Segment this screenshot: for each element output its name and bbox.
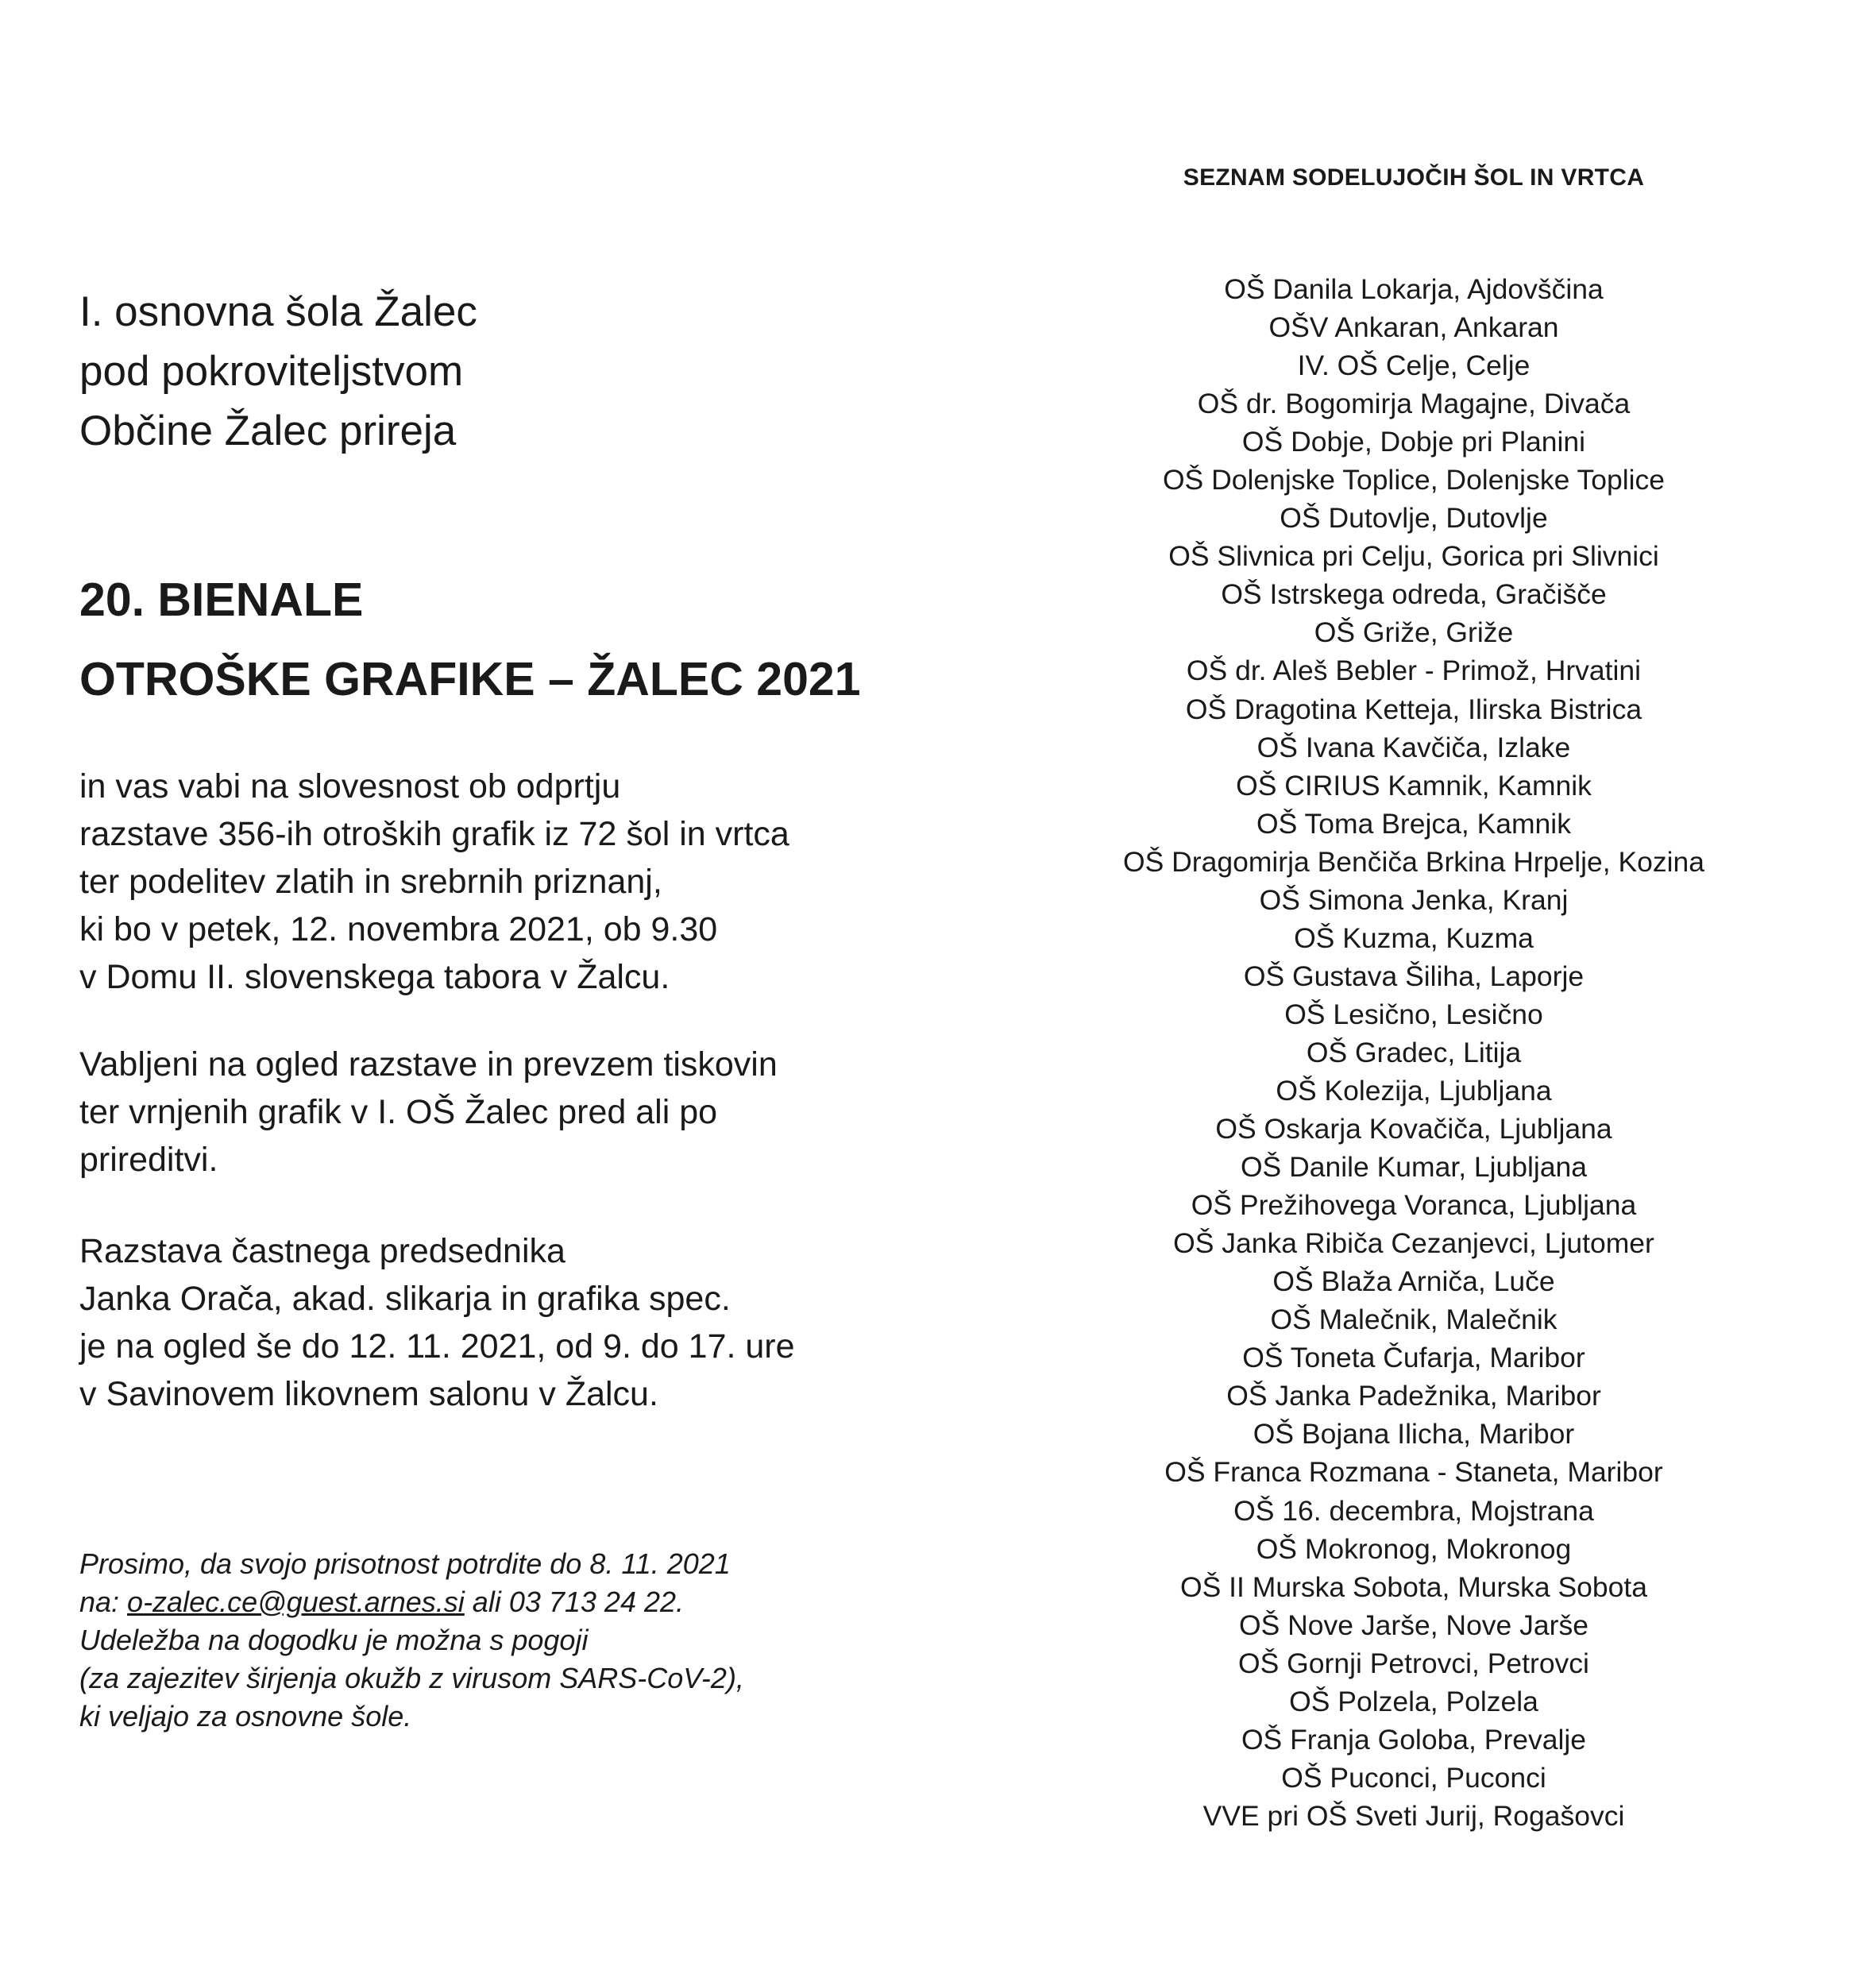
paragraph-line: prireditvi. — [79, 1141, 218, 1179]
note-line: Prosimo, da svojo prisotnost potrdite do 8. 11. 2021 — [79, 1547, 731, 1580]
list-item: OŠ Simona Jenka, Kranj — [1259, 883, 1569, 916]
intro-line: I. osnovna šola Žalec — [79, 288, 477, 335]
list-item: VVE pri OŠ Sveti Jurij, Rogašovci — [1202, 1799, 1625, 1832]
paragraph-line: je na ogled še do 12. 11. 2021, od 9. do 17. ure — [79, 1327, 795, 1365]
list-item: OŠ Ivana Kavčiča, Izlake — [1256, 731, 1571, 763]
note-prefix: na: — [79, 1586, 128, 1618]
list-item: OŠ Oskarja Kovačiča, Ljubljana — [1215, 1113, 1612, 1145]
invitation-paragraph — [79, 763, 789, 1001]
paragraph-line: ter podelitev zlatih in srebrnih priznanj, — [79, 863, 662, 901]
note-suffix: ali 03 713 24 22. — [464, 1586, 685, 1618]
list-item: OŠ Kuzma, Kuzma — [1294, 921, 1534, 954]
list-item: OŠ Danila Lokarja, Ajdovščina — [1224, 273, 1604, 305]
note-line-contact — [79, 1583, 744, 1621]
title-line: 20. BIENALE — [79, 574, 364, 626]
intro-line: pod pokroviteljstvom — [79, 348, 464, 395]
note-line: (za zajezitev širjenja okužb z virusom SARS-CoV-2), — [79, 1662, 744, 1694]
list-item: OŠ CIRIUS Kamnik, Kamnik — [1236, 769, 1592, 802]
paragraph-line: v Savinovem likovnem salonu v Žalcu. — [79, 1375, 658, 1413]
rsvp-note — [79, 1545, 744, 1736]
paragraph-line: ki bo v petek, 12. novembra 2021, ob 9.30 — [79, 910, 718, 948]
paragraph-line: Razstava častnega predsednika — [79, 1232, 566, 1270]
list-item: OŠ Danile Kumar, Ljubljana — [1240, 1151, 1588, 1184]
list-item: OŠ Dobje, Dobje pri Planini — [1241, 426, 1586, 458]
list-item: OŠ Kolezija, Ljubljana — [1276, 1074, 1552, 1107]
list-item: OŠ Istrskega odreda, Gračišče — [1221, 578, 1607, 611]
list-item: OŠ 16. decembra, Mojstrana — [1233, 1494, 1594, 1527]
organizer-intro — [79, 282, 477, 461]
intro-line: Občine Žalec prireja — [79, 408, 457, 454]
list-item: OŠ Malečnik, Malečnik — [1270, 1304, 1558, 1336]
paragraph-line: v Domu II. slovenskega tabora v Žalcu. — [79, 958, 670, 996]
exhibition-paragraph — [79, 1227, 795, 1418]
list-item: OŠ dr. Bogomirja Magajne, Divača — [1197, 388, 1631, 420]
list-item: OŠ Dragotina Ketteja, Ilirska Bistrica — [1185, 693, 1642, 725]
paragraph-line: Janka Orača, akad. slikarja in grafika spec. — [79, 1280, 731, 1318]
list-item: OŠ Mokronog, Mokronog — [1256, 1532, 1572, 1565]
list-item: OŠ Prežihovega Voranca, Ljubljana — [1191, 1189, 1637, 1222]
paragraph-line: Vabljeni na ogled razstave in prevzem tiskovin — [79, 1045, 778, 1084]
list-item: OŠ Gornji Petrovci, Petrovci — [1238, 1647, 1589, 1679]
list-item: OŠ Lesično, Lesično — [1284, 998, 1543, 1030]
list-item: OŠ Dragomirja Benčiča Brkina Hrpelje, Kozina — [1123, 845, 1704, 878]
school-list-heading: SEZNAM SODELUJOČIH ŠOL IN VRTCA — [1183, 164, 1645, 191]
list-item: OŠ Gustava Šiliha, Laporje — [1243, 960, 1585, 992]
list-item: OŠ Janka Ribiča Cezanjevci, Ljutomer — [1173, 1227, 1654, 1260]
list-item: OŠ Gradec, Litija — [1306, 1036, 1522, 1068]
paragraph-line: ter vrnjenih grafik v I. OŠ Žalec pred ali po — [79, 1093, 718, 1131]
note-line: Udeležba na dogodku je možna s pogoji — [79, 1624, 589, 1656]
list-item: OŠ Griže, Griže — [1314, 616, 1514, 649]
list-item: OŠ Bojana Ilicha, Maribor — [1253, 1418, 1575, 1450]
list-item: OŠ Franca Rozmana - Staneta, Maribor — [1164, 1456, 1663, 1489]
list-item: OŠ Slivnica pri Celju, Gorica pri Slivnici — [1168, 540, 1659, 573]
list-item: OŠ Janka Padežnika, Maribor — [1226, 1380, 1601, 1412]
list-item: OŠ Toma Brejca, Kamnik — [1256, 807, 1571, 840]
visit-paragraph — [79, 1041, 778, 1184]
list-item: OŠ Nove Jarše, Nove Jarše — [1239, 1609, 1588, 1641]
list-item: OŠ Polzela, Polzela — [1289, 1685, 1538, 1717]
list-item: OŠ Blaža Arniča, Luče — [1272, 1265, 1555, 1298]
list-item: OŠ II Murska Sobota, Murska Sobota — [1180, 1570, 1647, 1603]
list-item: IV. OŠ Celje, Celje — [1297, 350, 1531, 382]
list-item: OŠ Dolenjske Toplice, Dolenjske Toplice — [1162, 464, 1666, 496]
paragraph-line: in vas vabi na slovesnost ob odprtju — [79, 767, 621, 805]
list-item: OŠ Franja Goloba, Prevalje — [1241, 1723, 1587, 1756]
list-item: OŠ Puconci, Puconci — [1281, 1761, 1546, 1794]
note-line: ki veljajo za osnovne šole. — [79, 1700, 412, 1732]
event-title — [79, 560, 861, 719]
paragraph-line: razstave 356-ih otroških grafik iz 72 šol in vrtca — [79, 815, 789, 853]
school-list — [1056, 270, 1771, 1835]
email-link[interactable]: o-zalec.ce@guest.arnes.si — [127, 1586, 465, 1618]
list-item: OŠ dr. Aleš Bebler - Primož, Hrvatini — [1186, 655, 1642, 687]
list-item: OŠV Ankaran, Ankaran — [1268, 311, 1559, 344]
list-item: OŠ Toneta Čufarja, Maribor — [1242, 1342, 1585, 1374]
list-item: OŠ Dutovlje, Dutovlje — [1280, 502, 1548, 535]
title-line: OTROŠKE GRAFIKE – ŽALEC 2021 — [79, 653, 861, 705]
